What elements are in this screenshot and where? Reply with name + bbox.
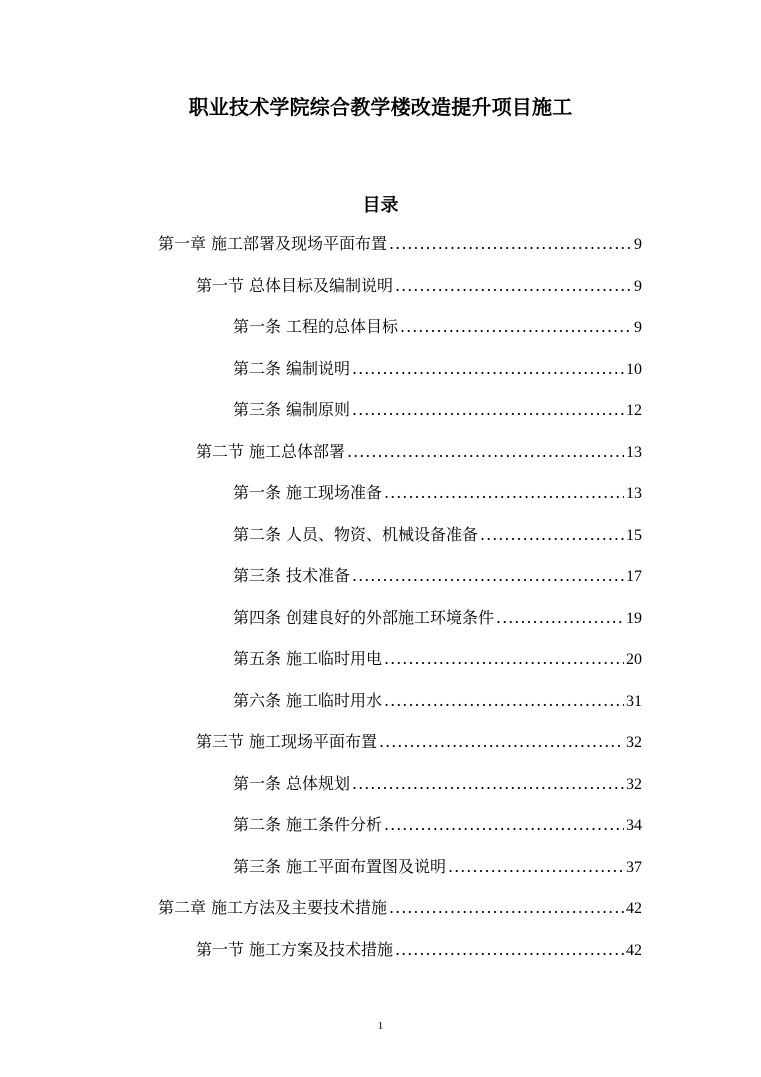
- toc-entry-page-number: 32: [626, 775, 642, 793]
- toc-dot-leader: [352, 565, 624, 587]
- toc-dot-leader: [480, 524, 624, 546]
- toc-entry-number: 第一条: [233, 773, 282, 793]
- toc-entry-number: 第一条: [233, 483, 282, 502]
- toc-entry-number: 第二条: [233, 358, 282, 378]
- toc-entry-number: 第一节: [196, 939, 245, 959]
- toc-entry-page-number: 37: [626, 858, 642, 876]
- toc-entry[interactable]: [233, 565, 642, 587]
- toc-entry-number: 第五条: [233, 649, 282, 668]
- toc-entry-title: 总体规划: [286, 773, 351, 793]
- toc-entry-title: 施工平面布置图及说明: [286, 856, 447, 876]
- toc-dot-leader: [352, 358, 624, 380]
- toc-entry-title: 总体目标及编制说明: [249, 275, 394, 295]
- toc-entry-title: 技术准备: [286, 566, 351, 585]
- toc-dot-leader: [496, 607, 624, 629]
- toc-entry-page-number: 9: [634, 319, 642, 336]
- toc-dot-leader: [389, 233, 632, 255]
- toc-entry[interactable]: [233, 648, 642, 670]
- toc-entry-number: 第二章: [158, 898, 207, 917]
- toc-entry-text: [233, 399, 350, 421]
- toc-entry-page-number: 31: [626, 692, 642, 710]
- toc-entry-title: 人员、物资、机械设备准备: [286, 524, 479, 544]
- toc-entry-text: [158, 233, 387, 255]
- toc-entry-text: [233, 607, 494, 629]
- toc-entry[interactable]: [196, 441, 642, 463]
- document-title: 职业技术学院综合教学楼改造提升项目施工: [188, 95, 573, 119]
- toc-entry-page-number: 32: [626, 734, 642, 751]
- toc-entry-title: 创建良好的外部施工环境条件: [286, 607, 495, 627]
- toc-entry[interactable]: [196, 939, 642, 961]
- toc-dot-leader: [379, 731, 624, 753]
- toc-entry-number: 第一章: [158, 234, 207, 253]
- toc-entry[interactable]: [233, 399, 642, 421]
- toc-entry-text: [196, 939, 393, 961]
- toc-entry-text: [196, 441, 345, 463]
- toc-entry-title: 施工部署及现场平面布置: [211, 234, 388, 253]
- toc-entry-page-number: 15: [626, 526, 642, 544]
- toc-dot-leader: [384, 690, 624, 712]
- toc-entry-page-number: 9: [634, 277, 642, 295]
- toc-entry-number: 第二节: [196, 441, 245, 461]
- toc-entry-page-number: 10: [626, 360, 642, 378]
- toc-entry-number: 第三条: [233, 566, 282, 585]
- toc-entry-text: [233, 565, 350, 587]
- toc-entry-title: 施工条件分析: [286, 815, 383, 834]
- toc-dot-leader: [352, 399, 624, 421]
- toc-entry[interactable]: [233, 856, 642, 878]
- toc-entry-title: 施工临时用电: [286, 649, 383, 668]
- toc-entry-page-number: 13: [626, 485, 642, 502]
- toc-entry-number: 第二条: [233, 815, 282, 834]
- toc-entry-title: 编制说明: [286, 358, 351, 378]
- toc-entry-text: [196, 731, 377, 753]
- toc-entry[interactable]: [233, 773, 642, 795]
- toc-entry-page-number: 9: [634, 236, 642, 253]
- toc-entry-page-number: 42: [626, 941, 642, 959]
- toc-entry[interactable]: [158, 897, 642, 919]
- toc-entry-page-number: 12: [626, 402, 642, 419]
- toc-entry-page-number: 17: [626, 568, 642, 585]
- toc-entry-number: 第三条: [233, 400, 282, 419]
- toc-entry-text: [233, 316, 398, 338]
- toc-entry-page-number: 13: [626, 443, 642, 461]
- toc-dot-leader: [395, 275, 632, 297]
- toc-dot-leader: [352, 773, 624, 795]
- toc-entry-number: 第一条: [233, 317, 282, 336]
- toc-entry-text: [233, 856, 446, 878]
- toc-entry[interactable]: [233, 316, 642, 338]
- toc-entry[interactable]: [233, 358, 642, 380]
- toc-entry[interactable]: [196, 731, 642, 753]
- toc-entry-number: 第二条: [233, 524, 282, 544]
- toc-dot-leader: [448, 856, 624, 878]
- toc-dot-leader: [389, 897, 624, 919]
- toc-dot-leader: [395, 939, 624, 961]
- toc-entry-text: [233, 524, 478, 546]
- toc-entry[interactable]: [233, 482, 642, 504]
- toc-entry-text: [233, 690, 382, 712]
- toc-entry[interactable]: [233, 524, 642, 546]
- toc-entry-title: 编制原则: [286, 400, 351, 419]
- toc-entry[interactable]: [196, 275, 642, 297]
- toc-entry-text: [233, 482, 382, 504]
- toc-entry-title: 工程的总体目标: [286, 317, 399, 336]
- toc-entry[interactable]: [233, 814, 642, 836]
- toc-entry-number: 第六条: [233, 690, 282, 710]
- toc-dot-leader: [384, 482, 624, 504]
- toc-entry-title: 施工总体部署: [249, 441, 346, 461]
- toc-entry-number: 第一节: [196, 275, 245, 295]
- toc-dot-leader: [400, 316, 632, 338]
- toc-dot-leader: [384, 814, 624, 836]
- toc-entry-page-number: 42: [626, 900, 642, 917]
- toc-entry[interactable]: [158, 233, 642, 255]
- toc-entry-page-number: 19: [626, 609, 642, 627]
- toc-entry-title: 施工现场平面布置: [249, 732, 378, 751]
- toc-entry-title: 施工现场准备: [286, 483, 383, 502]
- toc-entry-title: 施工方案及技术措施: [249, 939, 394, 959]
- toc-entry-title: 施工方法及主要技术措施: [211, 898, 388, 917]
- toc-entry-text: [233, 773, 350, 795]
- toc-entry-page-number: 34: [626, 817, 642, 834]
- toc-dot-leader: [347, 441, 624, 463]
- toc-entry-page-number: 20: [626, 651, 642, 668]
- toc-entry[interactable]: [233, 690, 642, 712]
- toc-dot-leader: [384, 648, 624, 670]
- toc-entry-text: [158, 897, 387, 919]
- toc-entry-text: [233, 648, 382, 670]
- toc-entry-title: 施工临时用水: [286, 690, 383, 710]
- toc-entry-number: 第三条: [233, 856, 282, 876]
- toc-entry-text: [233, 358, 350, 380]
- toc-heading: 目录: [362, 195, 399, 216]
- footer-page-number: 1: [377, 1020, 384, 1032]
- toc-entry-number: 第四条: [233, 607, 282, 627]
- toc-entry-text: [196, 275, 393, 297]
- toc-entry-number: 第三节: [196, 732, 245, 751]
- toc-entry[interactable]: [233, 607, 642, 629]
- toc-entry-text: [233, 814, 382, 836]
